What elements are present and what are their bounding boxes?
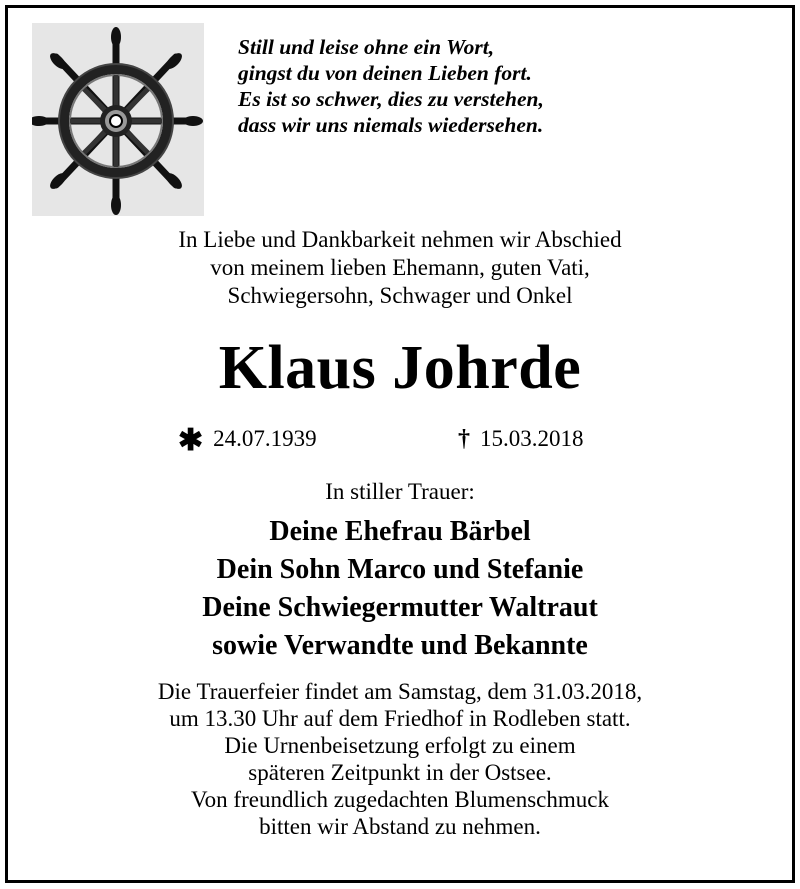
mourner: Dein Sohn Marco und Stefanie bbox=[216, 554, 584, 585]
farewell-intro bbox=[8, 226, 792, 310]
birth-star-icon: ✱ bbox=[178, 424, 204, 457]
poem bbox=[238, 34, 658, 138]
mourner: sowie Verwandte und Bekannte bbox=[212, 630, 588, 661]
ship-wheel-image bbox=[32, 23, 204, 216]
service-details bbox=[8, 678, 792, 840]
service-line: bitten wir Abstand zu nehmen. bbox=[259, 814, 541, 839]
service-line: Die Trauerfeier findet am Samstag, dem 31.03.2018, bbox=[157, 679, 643, 704]
intro-line: In Liebe und Dankbarkeit nehmen wir Abschied bbox=[178, 227, 622, 252]
mourner: Deine Schwiegermutter Waltraut bbox=[202, 592, 598, 623]
death-date: 15.03.2018 bbox=[480, 426, 584, 451]
intro-line: Schwiegersohn, Schwager und Onkel bbox=[227, 283, 573, 308]
obituary-notice bbox=[5, 5, 795, 883]
ship-wheel-icon bbox=[32, 23, 204, 216]
service-line: um 13.30 Uhr auf dem Friedhof in Rodleben statt. bbox=[169, 706, 631, 731]
deceased-name: Klaus Johrde bbox=[218, 334, 582, 402]
mourner: Deine Ehefrau Bärbel bbox=[269, 516, 531, 547]
poem-line: gingst du von deinen Lieben fort. bbox=[238, 61, 532, 85]
mourning-label: In stiller Trauer: bbox=[325, 479, 475, 504]
poem-line: dass wir uns niemals wiedersehen. bbox=[238, 113, 544, 137]
poem-line: Es ist so schwer, dies zu verstehen, bbox=[238, 87, 544, 111]
service-line: Von freundlich zugedachten Blumenschmuck bbox=[191, 787, 609, 812]
service-line: späteren Zeitpunkt in der Ostsee. bbox=[248, 760, 552, 785]
death-cross-icon: † bbox=[458, 426, 470, 452]
birth-date-block bbox=[178, 424, 317, 456]
mourners-list bbox=[8, 513, 792, 665]
service-line: Die Urnenbeisetzung erfolgt zu einem bbox=[224, 733, 576, 758]
birth-date: 24.07.1939 bbox=[213, 426, 317, 451]
intro-line: von meinem lieben Ehemann, guten Vati, bbox=[210, 255, 590, 280]
death-date-block bbox=[458, 424, 584, 454]
poem-line: Still und leise ohne ein Wort, bbox=[238, 35, 495, 59]
